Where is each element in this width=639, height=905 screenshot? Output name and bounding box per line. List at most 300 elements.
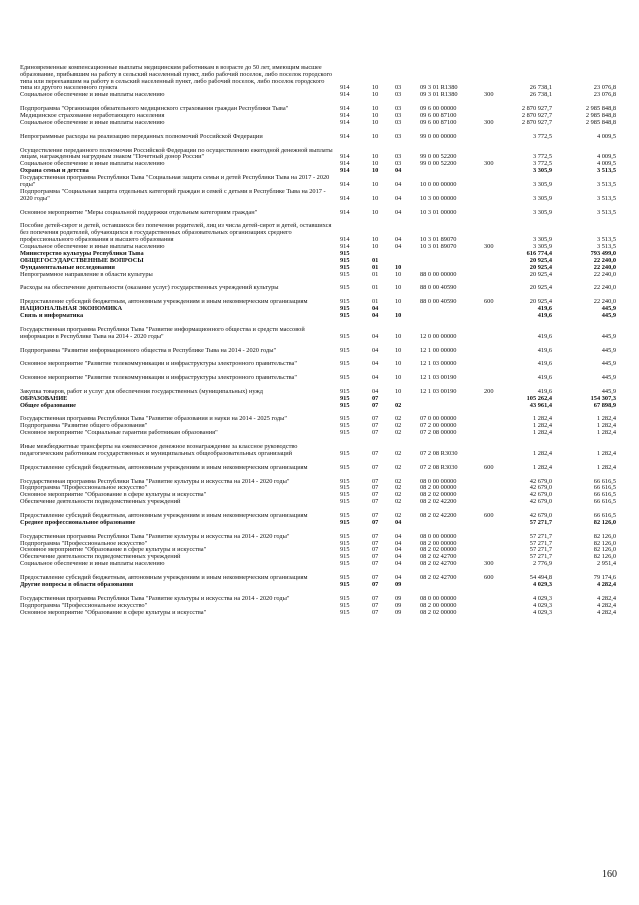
row-name: Непрограммные расходы на реализацию переданных полномочий Российской Федерации <box>20 132 263 140</box>
table-row <box>0 610 639 617</box>
row-grbs: 915 <box>340 553 350 561</box>
row-name: ОБЩЕГОСУДАРСТВЕННЫЕ ВОПРОСЫ <box>20 256 144 264</box>
table-row <box>0 175 639 189</box>
row-name: Обеспечение деятельности подведомственных учреждений <box>20 553 181 561</box>
row-name: Государственная программа Республики Тыва "Развитие культуры и искусства на 2014 - 2020 годы" <box>20 532 290 540</box>
row-cs: 12 1 03 00190 <box>420 387 457 395</box>
row-pr: 02 <box>395 484 402 492</box>
table-row <box>0 430 639 437</box>
row-grbs: 915 <box>340 249 350 257</box>
row-rz: 07 <box>372 608 379 616</box>
row-grbs: 915 <box>340 429 350 437</box>
row-grbs: 914 <box>340 84 350 92</box>
row-rz: 07 <box>372 518 379 526</box>
row-pr: 03 <box>395 132 402 140</box>
row-name: Пособие детей-сирот и детей, оставшихся без попечения родителей, лиц из числа детей-сирот и детей, оставшихся без попечения родителей, обучающихся в государственных образовательных организациях среднего профессионального образования и высшего образования <box>20 222 332 244</box>
row-cs: 10 3 01 89070 <box>420 236 457 244</box>
row-rz: 07 <box>372 560 379 568</box>
row-pr: 03 <box>395 84 402 92</box>
row-pr: 10 <box>395 270 402 278</box>
row-grbs: 914 <box>340 112 350 120</box>
row-rz: 04 <box>372 305 379 313</box>
row-rz: 10 <box>372 243 379 251</box>
row-pr: 09 <box>395 594 402 602</box>
row-rz: 10 <box>372 112 379 120</box>
row-rz: 04 <box>372 374 379 382</box>
row-sum-2: 4 009,5 <box>596 132 616 140</box>
row-sum-2: 3 513,5 <box>596 236 616 244</box>
row-rz: 07 <box>372 512 379 520</box>
row-sum-2: 79 174,6 <box>593 574 616 582</box>
row-sum-1: 616 774,4 <box>526 249 552 257</box>
row-rz: 07 <box>372 429 379 437</box>
row-pr: 04 <box>395 539 402 547</box>
row-sum-2: 445,9 <box>601 305 616 313</box>
row-cs: 08 2 02 42200 <box>420 512 457 520</box>
table-row <box>0 217 639 245</box>
row-sum-2: 445,9 <box>601 332 616 340</box>
row-grbs: 915 <box>340 332 350 340</box>
row-name: Подпрограмма "Социальная защита отдельных категорий граждан и семей с детьми в Республике Тыва на 2017 - 2020 годы" <box>20 187 326 202</box>
row-grbs: 914 <box>340 105 350 113</box>
row-grbs: 914 <box>340 167 350 175</box>
row-sum-2: 4 282,4 <box>596 580 616 588</box>
row-cs: 12 1 03 00000 <box>420 360 457 368</box>
row-pr: 02 <box>395 498 402 506</box>
row-name: Подпрограмма "Развитие общего образования" <box>20 422 148 430</box>
row-sum-2: 4 009,5 <box>596 153 616 161</box>
row-grbs: 914 <box>340 153 350 161</box>
row-sum-1: 20 925,4 <box>529 263 552 271</box>
row-sum-1: 2 776,9 <box>532 560 552 568</box>
row-sum-1: 105 262,4 <box>526 394 552 402</box>
row-grbs: 915 <box>340 256 350 264</box>
row-name: Государственная программа Республики Тыва "Социальная защита семьи и детей Республики Тыва на 2017 - 2020 годы" <box>20 174 330 189</box>
row-grbs: 915 <box>340 387 350 395</box>
row-grbs: 915 <box>340 532 350 540</box>
row-rz: 10 <box>372 194 379 202</box>
row-name: Основное мероприятие "Меры социальной поддержки отдельным категориям граждан" <box>20 208 258 216</box>
row-pr: 03 <box>395 160 402 168</box>
row-grbs: 915 <box>340 346 350 354</box>
row-pr: 04 <box>395 181 402 189</box>
row-sum-2: 1 282,4 <box>596 449 616 457</box>
row-grbs: 915 <box>340 498 350 506</box>
row-pr: 10 <box>395 263 402 271</box>
row-grbs: 915 <box>340 305 350 313</box>
row-rz: 07 <box>372 553 379 561</box>
row-sum-2: 1 282,4 <box>596 463 616 471</box>
table-row <box>0 403 639 410</box>
row-sum-2: 22 240,0 <box>593 263 616 271</box>
table-row <box>0 279 639 293</box>
row-cs: 08 2 00 00000 <box>420 601 457 609</box>
row-sum-2: 22 240,0 <box>593 256 616 264</box>
row-grbs: 915 <box>340 608 350 616</box>
row-rz: 04 <box>372 360 379 368</box>
row-sum-2: 66 616,5 <box>593 477 616 485</box>
row-grbs: 915 <box>340 546 350 554</box>
row-sum-1: 3 305,9 <box>532 167 552 175</box>
row-cs: 12 1 03 00190 <box>420 374 457 382</box>
row-cs: 10 3 00 00000 <box>420 194 457 202</box>
row-grbs: 915 <box>340 298 350 306</box>
row-sum-2: 445,9 <box>601 312 616 320</box>
row-cs: 09 3 01 R1380 <box>420 91 458 99</box>
row-rz: 01 <box>372 256 379 264</box>
row-sum-1: 43 961,4 <box>529 401 552 409</box>
row-grbs: 915 <box>340 401 350 409</box>
row-sum-1: 4 029,3 <box>532 608 552 616</box>
row-pr: 04 <box>395 208 402 216</box>
row-cs: 08 2 02 42700 <box>420 574 457 582</box>
row-rz: 07 <box>372 491 379 499</box>
row-sum-1: 3 772,5 <box>532 160 552 168</box>
row-grbs: 915 <box>340 594 350 602</box>
row-vr: 200 <box>484 387 494 395</box>
table-row <box>0 437 639 458</box>
row-sum-2: 2 985 848,8 <box>585 105 616 113</box>
row-name: Предоставление субсидий бюджетным, автономным учреждениям и иным некоммерческим организациям <box>20 574 308 582</box>
row-name: Непрограммное направление в области культуры <box>20 270 153 278</box>
row-pr: 04 <box>395 546 402 554</box>
row-grbs: 915 <box>340 360 350 368</box>
row-rz: 07 <box>372 498 379 506</box>
row-cs: 09 6 00 00000 <box>420 105 457 113</box>
table-row <box>0 120 639 127</box>
row-name: Предоставление субсидий бюджетным, автономным учреждениям и иным некоммерческим организациям <box>20 463 308 471</box>
row-name: Основное мероприятие "Развитие телекоммуникации и инфраструктуры электронного правительства" <box>20 360 297 368</box>
table-row <box>0 368 639 382</box>
row-name: Расходы на обеспечение деятельности (оказание услуг) государственных учреждений культуры <box>20 284 279 292</box>
row-sum-1: 419,6 <box>537 374 552 382</box>
row-pr: 10 <box>395 360 402 368</box>
table-row <box>0 568 639 582</box>
row-sum-2: 66 616,5 <box>593 484 616 492</box>
row-rz: 04 <box>372 387 379 395</box>
row-sum-2: 82 126,0 <box>593 532 616 540</box>
row-grbs: 914 <box>340 236 350 244</box>
row-rz: 07 <box>372 539 379 547</box>
row-sum-2: 3 513,5 <box>596 208 616 216</box>
row-rz: 07 <box>372 477 379 485</box>
row-cs: 08 0 00 00000 <box>420 594 457 602</box>
row-name: Подпрограмма "Организация обязательного медицинского страхования граждан Республики Тыва" <box>20 105 289 113</box>
row-sum-2: 67 898,9 <box>593 401 616 409</box>
table-row <box>0 203 639 217</box>
row-sum-2: 22 240,0 <box>593 270 616 278</box>
row-pr: 02 <box>395 401 402 409</box>
row-sum-1: 57 271,7 <box>529 553 552 561</box>
row-sum-1: 3 305,9 <box>532 194 552 202</box>
row-sum-1: 57 271,7 <box>529 539 552 547</box>
row-grbs: 914 <box>340 160 350 168</box>
row-rz: 07 <box>372 601 379 609</box>
row-grbs: 915 <box>340 574 350 582</box>
row-sum-1: 419,6 <box>537 332 552 340</box>
row-name: Иные межбюджетные трансферты на ежемесячное денежное вознаграждение за классное руководство педагогическим работникам государственных и муниципальных общеобразовательных организаций <box>20 443 298 457</box>
row-grbs: 915 <box>340 477 350 485</box>
row-rz: 10 <box>372 118 379 126</box>
row-rz: 07 <box>372 484 379 492</box>
row-sum-2: 3 513,5 <box>596 181 616 189</box>
row-grbs: 914 <box>340 194 350 202</box>
table-row <box>0 582 639 589</box>
row-pr: 09 <box>395 601 402 609</box>
row-pr: 03 <box>395 91 402 99</box>
row-sum-2: 1 282,4 <box>596 415 616 423</box>
row-rz: 07 <box>372 532 379 540</box>
table-row <box>0 51 639 92</box>
table-row <box>0 472 639 486</box>
row-name: Охрана семьи и детства <box>20 167 89 175</box>
row-rz: 07 <box>372 415 379 423</box>
row-rz: 07 <box>372 401 379 409</box>
row-sum-1: 42 679,0 <box>529 477 552 485</box>
row-pr: 02 <box>395 491 402 499</box>
row-cs: 08 2 00 00000 <box>420 539 457 547</box>
row-name: Социальное обеспечение и иные выплаты населению <box>20 118 165 126</box>
row-sum-1: 419,6 <box>537 305 552 313</box>
row-sum-1: 42 679,0 <box>529 498 552 506</box>
row-sum-2: 3 513,5 <box>596 243 616 251</box>
row-vr: 300 <box>484 160 494 168</box>
row-sum-2: 66 616,5 <box>593 512 616 520</box>
row-sum-2: 2 985 848,8 <box>585 112 616 120</box>
row-pr: 03 <box>395 112 402 120</box>
row-name: ОБРАЗОВАНИЕ <box>20 394 68 402</box>
row-rz: 04 <box>372 346 379 354</box>
row-pr: 04 <box>395 167 402 175</box>
row-cs: 10 3 01 00000 <box>420 208 457 216</box>
row-pr: 03 <box>395 118 402 126</box>
row-name: Государственная программа Республики Тыва "Развитие информационного общества и средств массовой информации в Республике Тыва на 2014 - 2020 годы" <box>20 325 305 340</box>
row-pr: 04 <box>395 553 402 561</box>
row-grbs: 915 <box>340 415 350 423</box>
row-cs: 88 0 00 40590 <box>420 284 457 292</box>
row-sum-1: 57 271,7 <box>529 546 552 554</box>
row-pr: 04 <box>395 194 402 202</box>
row-sum-1: 419,6 <box>537 346 552 354</box>
row-sum-1: 1 282,4 <box>532 449 552 457</box>
row-sum-1: 3 772,5 <box>532 153 552 161</box>
row-cs: 99 0 00 52200 <box>420 153 457 161</box>
table-row <box>0 410 639 424</box>
row-name: Социальное обеспечение и иные выплаты населению <box>20 91 165 99</box>
row-grbs: 915 <box>340 270 350 278</box>
row-grbs: 915 <box>340 263 350 271</box>
row-vr: 600 <box>484 574 494 582</box>
row-name: Предоставление субсидий бюджетным, автономным учреждениям и иным некоммерческим организациям <box>20 298 308 306</box>
row-pr: 10 <box>395 387 402 395</box>
row-sum-1: 3 772,5 <box>532 132 552 140</box>
row-sum-2: 4 282,4 <box>596 594 616 602</box>
table-row <box>0 341 639 355</box>
row-cs: 09 6 00 87100 <box>420 118 457 126</box>
row-cs: 07 2 08 R3030 <box>420 449 458 457</box>
table-row <box>0 520 639 527</box>
row-cs: 10 3 01 89070 <box>420 243 457 251</box>
row-grbs: 914 <box>340 181 350 189</box>
row-grbs: 915 <box>340 394 350 402</box>
table-row <box>0 499 639 506</box>
row-sum-1: 2 870 927,7 <box>521 112 552 120</box>
row-pr: 04 <box>395 560 402 568</box>
row-pr: 04 <box>395 236 402 244</box>
row-grbs: 915 <box>340 491 350 499</box>
row-sum-2: 1 282,4 <box>596 422 616 430</box>
row-grbs: 915 <box>340 580 350 588</box>
row-vr: 300 <box>484 560 494 568</box>
table-row <box>0 506 639 520</box>
row-rz: 10 <box>372 132 379 140</box>
row-grbs: 914 <box>340 208 350 216</box>
row-rz: 07 <box>372 594 379 602</box>
row-pr: 04 <box>395 532 402 540</box>
row-name: Подпрограмма "Профессиональное искусство" <box>20 484 148 492</box>
row-grbs: 915 <box>340 374 350 382</box>
row-sum-2: 66 616,5 <box>593 498 616 506</box>
row-sum-2: 445,9 <box>601 387 616 395</box>
row-sum-1: 42 679,0 <box>529 491 552 499</box>
row-pr: 02 <box>395 477 402 485</box>
row-grbs: 915 <box>340 539 350 547</box>
row-rz: 10 <box>372 167 379 175</box>
row-sum-2: 445,9 <box>601 346 616 354</box>
row-rz: 10 <box>372 91 379 99</box>
row-name: Закупка товаров, работ и услуг для обеспечения государственных (муниципальных) нужд <box>20 387 264 395</box>
row-pr: 10 <box>395 298 402 306</box>
row-cs: 10 0 00 00000 <box>420 181 457 189</box>
row-sum-2: 4 009,5 <box>596 160 616 168</box>
row-cs: 08 2 02 42700 <box>420 553 457 561</box>
table-row <box>0 272 639 279</box>
row-pr: 10 <box>395 332 402 340</box>
row-sum-2: 154 307,3 <box>590 394 616 402</box>
table-row <box>0 99 639 113</box>
row-sum-2: 22 240,0 <box>593 298 616 306</box>
row-sum-2: 82 126,0 <box>593 539 616 547</box>
row-cs: 08 2 00 00000 <box>420 484 457 492</box>
row-name: Государственная программа Республики Тыва "Развитие культуры и искусства на 2014 - 2020 годы" <box>20 477 290 485</box>
row-rz: 10 <box>372 236 379 244</box>
row-pr: 09 <box>395 608 402 616</box>
row-name: Единовременные компенсационные выплаты медицинским работникам в возрасте до 50 лет, имеющим высшее образование, прибывшим на работу в сельский населенный пункт, либо рабочий поселок, либо поселок городского типа или переехавшим на работу в сельский населенный пункт, либо рабочий поселок, либо поселок городского типа из другого населенного пункта <box>20 63 333 92</box>
row-pr: 02 <box>395 422 402 430</box>
row-cs: 09 3 01 R1380 <box>420 84 458 92</box>
row-grbs: 914 <box>340 91 350 99</box>
table-row <box>0 354 639 368</box>
row-pr: 02 <box>395 512 402 520</box>
row-rz: 07 <box>372 574 379 582</box>
row-rz: 07 <box>372 546 379 554</box>
row-cs: 08 2 02 42200 <box>420 498 457 506</box>
table-row <box>0 458 639 472</box>
row-sum-1: 4 029,3 <box>532 580 552 588</box>
row-grbs: 914 <box>340 243 350 251</box>
row-sum-1: 4 029,3 <box>532 594 552 602</box>
row-name: Общее образование <box>20 401 76 409</box>
row-pr: 03 <box>395 105 402 113</box>
row-pr: 04 <box>395 518 402 526</box>
row-pr: 04 <box>395 574 402 582</box>
row-sum-2: 2 951,4 <box>596 560 616 568</box>
row-sum-2: 445,9 <box>601 360 616 368</box>
row-name: Подпрограмма "Профессиональное искусство" <box>20 539 148 547</box>
row-sum-1: 42 679,0 <box>529 512 552 520</box>
row-sum-1: 1 282,4 <box>532 415 552 423</box>
row-pr: 02 <box>395 415 402 423</box>
row-grbs: 914 <box>340 132 350 140</box>
row-sum-2: 4 282,4 <box>596 608 616 616</box>
row-cs: 08 0 00 00000 <box>420 532 457 540</box>
row-sum-1: 1 282,4 <box>532 429 552 437</box>
row-rz: 10 <box>372 208 379 216</box>
row-pr: 04 <box>395 243 402 251</box>
row-name: Министерство культуры Республики Тыва <box>20 249 144 257</box>
row-sum-1: 419,6 <box>537 312 552 320</box>
row-sum-1: 4 029,3 <box>532 601 552 609</box>
row-sum-2: 4 282,4 <box>596 601 616 609</box>
table-row <box>0 589 639 603</box>
row-rz: 10 <box>372 84 379 92</box>
row-sum-2: 82 126,0 <box>593 546 616 554</box>
row-sum-2: 66 616,5 <box>593 491 616 499</box>
row-name: Основное мероприятие "Развитие телекоммуникации и инфраструктуры электронного правительства" <box>20 374 297 382</box>
row-sum-1: 26 738,1 <box>529 84 552 92</box>
table-row <box>0 320 639 341</box>
row-name: Связь и информатика <box>20 312 84 320</box>
row-cs: 07 2 08 R3030 <box>420 463 458 471</box>
row-grbs: 915 <box>340 601 350 609</box>
row-cs: 09 6 00 87100 <box>420 112 457 120</box>
table-row <box>0 382 639 396</box>
row-vr: 600 <box>484 463 494 471</box>
page-number: 160 <box>602 869 617 880</box>
row-name: Другие вопросы в области образования <box>20 580 134 588</box>
row-sum-1: 3 305,9 <box>532 208 552 216</box>
row-sum-1: 20 925,4 <box>529 270 552 278</box>
table-row <box>0 127 639 141</box>
row-grbs: 915 <box>340 422 350 430</box>
row-sum-2: 82 126,0 <box>593 518 616 526</box>
table-row <box>0 561 639 568</box>
row-name: Социальное обеспечение и иные выплаты населению <box>20 560 165 568</box>
table-row <box>0 141 639 162</box>
row-pr: 09 <box>395 580 402 588</box>
row-cs: 07 0 00 00000 <box>420 415 457 423</box>
row-cs: 99 0 00 00000 <box>420 132 457 140</box>
row-sum-2: 23 076,8 <box>593 91 616 99</box>
table-row <box>0 292 639 306</box>
row-cs: 88 0 00 40590 <box>420 298 457 306</box>
row-pr: 03 <box>395 153 402 161</box>
row-sum-2: 1 282,4 <box>596 429 616 437</box>
row-name: Фундаментальные исследования <box>20 263 115 271</box>
row-sum-2: 445,9 <box>601 374 616 382</box>
row-name: Государственная программа Республики Тыва "Развитие образования и науки на 2014 - 2025 годы" <box>20 415 287 423</box>
row-sum-1: 57 271,7 <box>529 518 552 526</box>
row-cs: 88 0 00 00000 <box>420 270 457 278</box>
row-cs: 08 0 00 00000 <box>420 477 457 485</box>
row-pr: 02 <box>395 429 402 437</box>
row-sum-1: 42 679,0 <box>529 484 552 492</box>
row-sum-2: 3 513,5 <box>596 167 616 175</box>
row-rz: 01 <box>372 270 379 278</box>
row-rz: 07 <box>372 422 379 430</box>
row-name: Основное мероприятие "Образование в сфере культуры и искусства" <box>20 491 207 499</box>
row-sum-2: 793 499,0 <box>590 249 616 257</box>
